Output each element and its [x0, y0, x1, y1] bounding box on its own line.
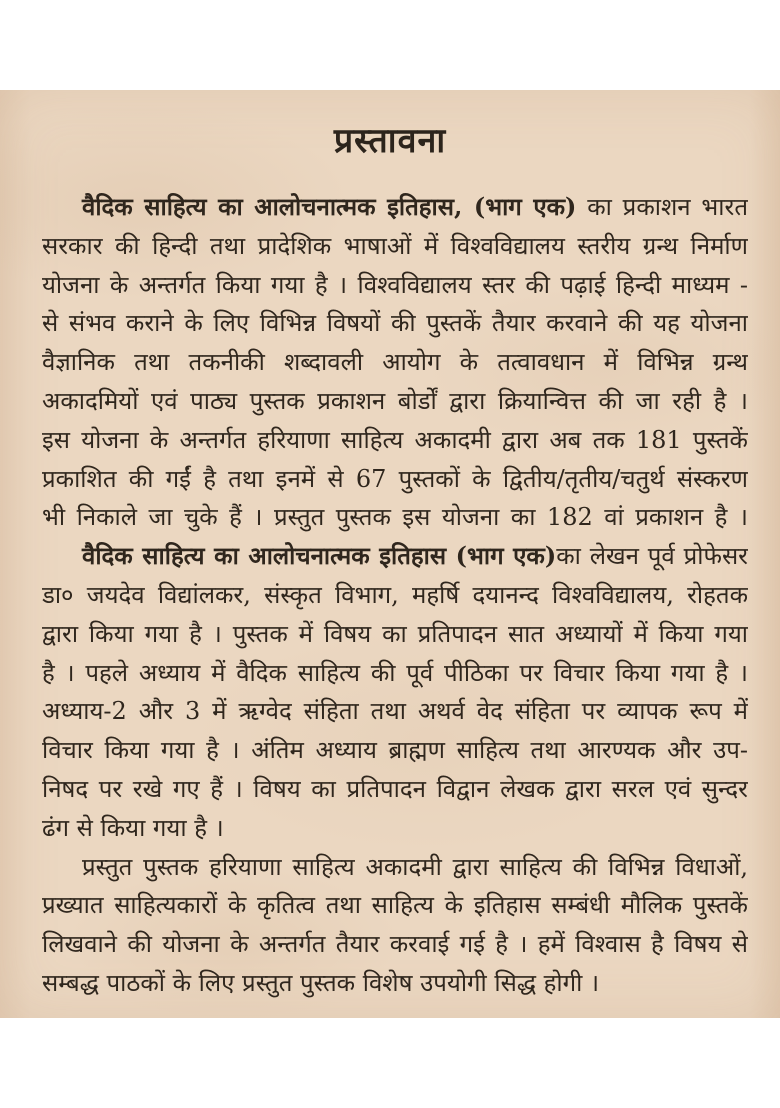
text-line [42, 615, 748, 654]
text-run: इस योजना के अन्तर्गत हरियाणा साहित्य अकादमी द्वारा अब तक 181 पुस्तकें [42, 425, 748, 454]
text-run: लिखवाने की योजना के अन्तर्गत तैयार करवाई गई है । हमें विश्वास है विषय से [42, 930, 748, 959]
text-line [42, 421, 748, 460]
text-line [42, 770, 748, 809]
page-body [0, 188, 780, 1003]
text-line [42, 343, 748, 382]
text-run: है । पहले अध्याय में वैदिक साहित्य की पूर्व पीठिका पर विचार किया गया है । [42, 658, 748, 687]
text-run: प्रख्यात साहित्यकारों के कृतित्व तथा साहित्य के इतिहास सम्बंधी मौलिक पुस्तकें [42, 891, 748, 920]
paragraph [42, 848, 748, 1003]
text-line [42, 227, 748, 266]
text-run: भी निकाले जा चुके हैं । प्रस्तुत पुस्तक इस योजना का 182 वां प्रकाशन है । [42, 503, 748, 532]
text-run: का लेखन पूर्व प्रोफेसर [556, 542, 748, 571]
text-line [42, 964, 748, 1003]
text-line [42, 925, 748, 964]
text-line [42, 266, 748, 305]
text-line [42, 188, 748, 227]
text-line [42, 886, 748, 925]
text-run: प्रस्तुत पुस्तक हरियाणा साहित्य अकादमी द्वारा साहित्य की विभिन्न विधाओं, [82, 852, 748, 881]
bold-run: वैदिक साहित्य का आलोचनात्मक इतिहास (भाग एक) [82, 541, 557, 571]
text-run: निषद पर रखे गए हैं । विषय का प्रतिपादन विद्वान लेखक द्वारा सरल एवं सुन्दर [42, 774, 748, 803]
text-line [42, 537, 748, 576]
bold-run: वैदिक साहित्य का आलोचनात्मक इतिहास, (भाग एक) [82, 192, 577, 221]
text-line [42, 382, 748, 421]
text-line [42, 498, 748, 537]
text-line [42, 809, 748, 848]
text-line [42, 654, 748, 693]
paragraph [42, 537, 748, 847]
page-title: प्रस्तावना [333, 121, 447, 161]
book-page [0, 90, 780, 1018]
text-line [42, 692, 748, 731]
text-run: द्वारा किया गया है । पुस्तक में विषय का प्रतिपादन सात अध्यायों में किया गया [42, 619, 748, 648]
paragraph [42, 188, 748, 537]
text-run: ढंग से किया गया है । [42, 813, 224, 842]
text-run: अकादमियों एवं पाठ्य पुस्तक प्रकाशन बोर्डों द्वारा क्रियान्वित्त की जा रही है । [42, 386, 748, 415]
text-run: वैज्ञानिक तथा तकनीकी शब्दावली आयोग के तत्वावधान में विभिन्न ग्रन्थ [42, 348, 748, 377]
text-run: से संभव कराने के लिए विभिन्न विषयों की पुस्तकें तैयार करवाने की यह योजना [42, 309, 748, 338]
text-line [42, 304, 748, 343]
text-line [42, 731, 748, 770]
text-line [42, 576, 748, 615]
text-run: सरकार की हिन्दी तथा प्रादेशिक भाषाओं में विश्वविद्यालय स्तरीय ग्रन्थ निर्माण [42, 231, 748, 260]
text-line [42, 460, 748, 499]
text-run: डा० जयदेव विद्यांलकर, संस्कृत विभाग, महर्षि दयानन्द विश्वविद्यालय, रोहतक [42, 580, 748, 609]
text-line [42, 848, 748, 887]
text-run: सम्बद्ध पाठकों के लिए प्रस्तुत पुस्तक विशेष उपयोगी सिद्ध होगी । [42, 968, 600, 997]
text-run: विचार किया गया है । अंतिम अध्याय ब्राह्मण साहित्य तथा आरण्यक और उप- [42, 736, 748, 765]
text-run: अध्याय-2 और 3 में ऋग्वेद संहिता तथा अथर्व वेद संहिता पर व्यापक रूप में [42, 697, 748, 726]
text-run: प्रकाशित की गईं है तथा इनमें से 67 पुस्तकों के द्वितीय/तृतीय/चतुर्थ संस्करण [42, 464, 748, 493]
text-run: योजना के अन्तर्गत किया गया है । विश्वविद्यालय स्तर की पढ़ाई हिन्दी माध्यम - [42, 270, 748, 299]
text-run: का प्रकाशन भारत [576, 193, 748, 221]
